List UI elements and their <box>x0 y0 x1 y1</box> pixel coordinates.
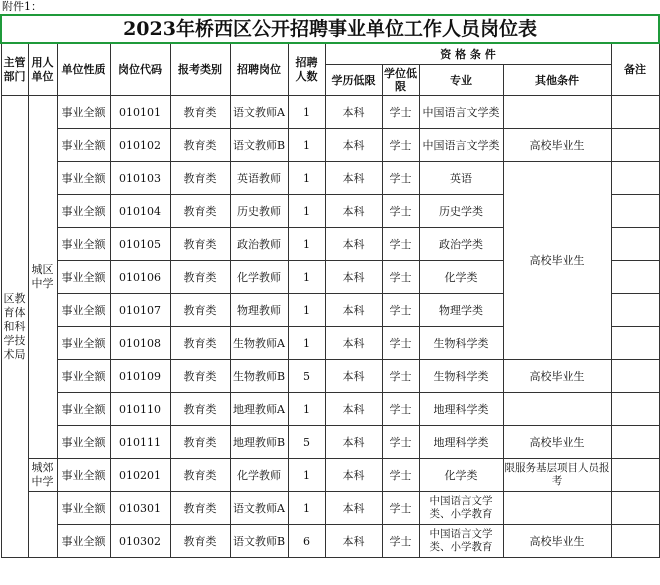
cell-edu: 本科 <box>325 195 382 228</box>
recruitment-table <box>0 14 660 558</box>
cell-code: 010110 <box>110 393 170 426</box>
cell-other: 高校毕业生 <box>503 426 611 459</box>
table-row <box>1 459 659 492</box>
cell-major: 中国语言文学类、小学教育 <box>419 525 503 558</box>
cell-remark <box>611 162 659 195</box>
cell-post: 语文教师A <box>230 492 288 525</box>
cell-post: 地理教师A <box>230 393 288 426</box>
cell-major: 生物科学类 <box>419 327 503 360</box>
cell-degree: 学士 <box>382 360 419 393</box>
cell-degree: 学士 <box>382 525 419 558</box>
cell-code: 010107 <box>110 294 170 327</box>
cell-major: 历史学类 <box>419 195 503 228</box>
header-post-code: 岗位代码 <box>110 43 170 96</box>
cell-major: 化学类 <box>419 459 503 492</box>
cell-category: 教育类 <box>170 261 230 294</box>
cell-category: 教育类 <box>170 525 230 558</box>
cell-major: 中国语言文学类、小学教育 <box>419 492 503 525</box>
cell-degree: 学士 <box>382 294 419 327</box>
employer-cell: 城区中学 <box>28 96 57 459</box>
cell-other <box>503 96 611 129</box>
cell-count: 1 <box>288 162 325 195</box>
cell-remark <box>611 393 659 426</box>
cell-remark <box>611 525 659 558</box>
cell-count: 1 <box>288 327 325 360</box>
cell-major: 地理科学类 <box>419 393 503 426</box>
cell-edu: 本科 <box>325 492 382 525</box>
cell-nature: 事业全额 <box>57 492 110 525</box>
cell-category: 教育类 <box>170 426 230 459</box>
dept-cell: 区教育体和科学技术局 <box>1 96 28 558</box>
cell-degree: 学士 <box>382 327 419 360</box>
cell-major: 英语 <box>419 162 503 195</box>
cell-post: 语文教师B <box>230 525 288 558</box>
header-other: 其他条件 <box>503 65 611 96</box>
cell-degree: 学士 <box>382 195 419 228</box>
cell-nature: 事业全额 <box>57 228 110 261</box>
cell-count: 1 <box>288 294 325 327</box>
cell-other <box>503 393 611 426</box>
cell-edu: 本科 <box>325 459 382 492</box>
cell-category: 教育类 <box>170 360 230 393</box>
cell-code: 010201 <box>110 459 170 492</box>
cell-post: 生物教师B <box>230 360 288 393</box>
cell-major: 中国语言文学类 <box>419 129 503 162</box>
cell-nature: 事业全额 <box>57 459 110 492</box>
cell-degree: 学士 <box>382 492 419 525</box>
cell-post: 政治教师 <box>230 228 288 261</box>
cell-code: 010106 <box>110 261 170 294</box>
cell-count: 1 <box>288 228 325 261</box>
table-row <box>1 129 659 162</box>
cell-major: 化学类 <box>419 261 503 294</box>
cell-degree: 学士 <box>382 228 419 261</box>
table-row <box>1 426 659 459</box>
cell-code: 010101 <box>110 96 170 129</box>
table-row <box>1 525 659 558</box>
cell-nature: 事业全额 <box>57 327 110 360</box>
cell-edu: 本科 <box>325 96 382 129</box>
cell-category: 教育类 <box>170 393 230 426</box>
table-row <box>1 162 659 195</box>
table-row <box>1 492 659 525</box>
cell-post: 化学教师 <box>230 459 288 492</box>
cell-remark <box>611 360 659 393</box>
cell-nature: 事业全额 <box>57 96 110 129</box>
employer-cell: 城郊中学 <box>28 459 57 492</box>
cell-other: 高校毕业生 <box>503 525 611 558</box>
cell-post: 地理教师B <box>230 426 288 459</box>
cell-code: 010105 <box>110 228 170 261</box>
cell-code: 010302 <box>110 525 170 558</box>
cell-code: 010111 <box>110 426 170 459</box>
cell-count: 5 <box>288 426 325 459</box>
header-education: 学历低限 <box>325 65 382 96</box>
employer-cell-blank <box>28 492 57 558</box>
cell-remark <box>611 228 659 261</box>
cell-category: 教育类 <box>170 492 230 525</box>
cell-post: 历史教师 <box>230 195 288 228</box>
header-dept: 主管部门 <box>1 43 28 96</box>
cell-category: 教育类 <box>170 129 230 162</box>
cell-category: 教育类 <box>170 459 230 492</box>
cell-remark <box>611 294 659 327</box>
cell-count: 1 <box>288 129 325 162</box>
cell-code: 010301 <box>110 492 170 525</box>
cell-degree: 学士 <box>382 162 419 195</box>
header-major: 专业 <box>419 65 503 96</box>
cell-edu: 本科 <box>325 327 382 360</box>
cell-category: 教育类 <box>170 228 230 261</box>
cell-remark <box>611 261 659 294</box>
cell-count: 1 <box>288 261 325 294</box>
cell-category: 教育类 <box>170 162 230 195</box>
cell-remark <box>611 492 659 525</box>
header-unit-nature: 单位性质 <box>57 43 110 96</box>
cell-nature: 事业全额 <box>57 162 110 195</box>
cell-major: 中国语言文学类 <box>419 96 503 129</box>
table-row <box>1 360 659 393</box>
cell-edu: 本科 <box>325 525 382 558</box>
header-qualifications: 资 格 条 件 <box>325 43 611 65</box>
cell-code: 010104 <box>110 195 170 228</box>
cell-code: 010108 <box>110 327 170 360</box>
cell-remark <box>611 96 659 129</box>
cell-major: 物理学类 <box>419 294 503 327</box>
cell-count: 1 <box>288 393 325 426</box>
table-title: 2023年桥西区公开招聘事业单位工作人员岗位表 <box>1 15 659 43</box>
cell-count: 1 <box>288 459 325 492</box>
table-row <box>1 96 659 129</box>
cell-other: 高校毕业生 <box>503 129 611 162</box>
cell-other <box>503 492 611 525</box>
cell-count: 6 <box>288 525 325 558</box>
cell-nature: 事业全额 <box>57 294 110 327</box>
cell-degree: 学士 <box>382 96 419 129</box>
table-row <box>1 393 659 426</box>
cell-count: 1 <box>288 492 325 525</box>
cell-nature: 事业全额 <box>57 426 110 459</box>
cell-post: 化学教师 <box>230 261 288 294</box>
cell-edu: 本科 <box>325 426 382 459</box>
cell-degree: 学士 <box>382 261 419 294</box>
cell-major: 地理科学类 <box>419 426 503 459</box>
cell-remark <box>611 327 659 360</box>
cell-post: 英语教师 <box>230 162 288 195</box>
cell-code: 010103 <box>110 162 170 195</box>
cell-count: 1 <box>288 96 325 129</box>
cell-edu: 本科 <box>325 294 382 327</box>
header-exam-category: 报考类别 <box>170 43 230 96</box>
cell-nature: 事业全额 <box>57 261 110 294</box>
cell-nature: 事业全额 <box>57 525 110 558</box>
cell-category: 教育类 <box>170 195 230 228</box>
cell-category: 教育类 <box>170 327 230 360</box>
cell-post: 语文教师A <box>230 96 288 129</box>
cell-degree: 学士 <box>382 426 419 459</box>
cell-nature: 事业全额 <box>57 393 110 426</box>
cell-code: 010102 <box>110 129 170 162</box>
cell-degree: 学士 <box>382 459 419 492</box>
header-employer: 用人单位 <box>28 43 57 96</box>
header-post: 招聘岗位 <box>230 43 288 96</box>
cell-remark <box>611 129 659 162</box>
cell-nature: 事业全额 <box>57 129 110 162</box>
cell-category: 教育类 <box>170 96 230 129</box>
cell-count: 5 <box>288 360 325 393</box>
cell-other: 高校毕业生 <box>503 162 611 360</box>
cell-post: 语文教师B <box>230 129 288 162</box>
cell-other: 限服务基层项目人员报考 <box>503 459 611 492</box>
header-degree: 学位低限 <box>382 65 419 96</box>
cell-remark <box>611 426 659 459</box>
cell-remark <box>611 459 659 492</box>
cell-nature: 事业全额 <box>57 195 110 228</box>
cell-post: 物理教师 <box>230 294 288 327</box>
cell-degree: 学士 <box>382 393 419 426</box>
header-count: 招聘人数 <box>288 43 325 96</box>
cell-edu: 本科 <box>325 162 382 195</box>
cell-edu: 本科 <box>325 393 382 426</box>
cell-degree: 学士 <box>382 129 419 162</box>
cell-edu: 本科 <box>325 261 382 294</box>
header-remark: 备注 <box>611 43 659 96</box>
cell-remark <box>611 195 659 228</box>
cell-category: 教育类 <box>170 294 230 327</box>
cell-code: 010109 <box>110 360 170 393</box>
cell-nature: 事业全额 <box>57 360 110 393</box>
cell-edu: 本科 <box>325 228 382 261</box>
cell-other: 高校毕业生 <box>503 360 611 393</box>
cell-major: 生物科学类 <box>419 360 503 393</box>
cell-post: 生物教师A <box>230 327 288 360</box>
cell-count: 1 <box>288 195 325 228</box>
cell-edu: 本科 <box>325 360 382 393</box>
attachment-label: 附件1： <box>2 0 42 13</box>
cell-edu: 本科 <box>325 129 382 162</box>
cell-major: 政治学类 <box>419 228 503 261</box>
